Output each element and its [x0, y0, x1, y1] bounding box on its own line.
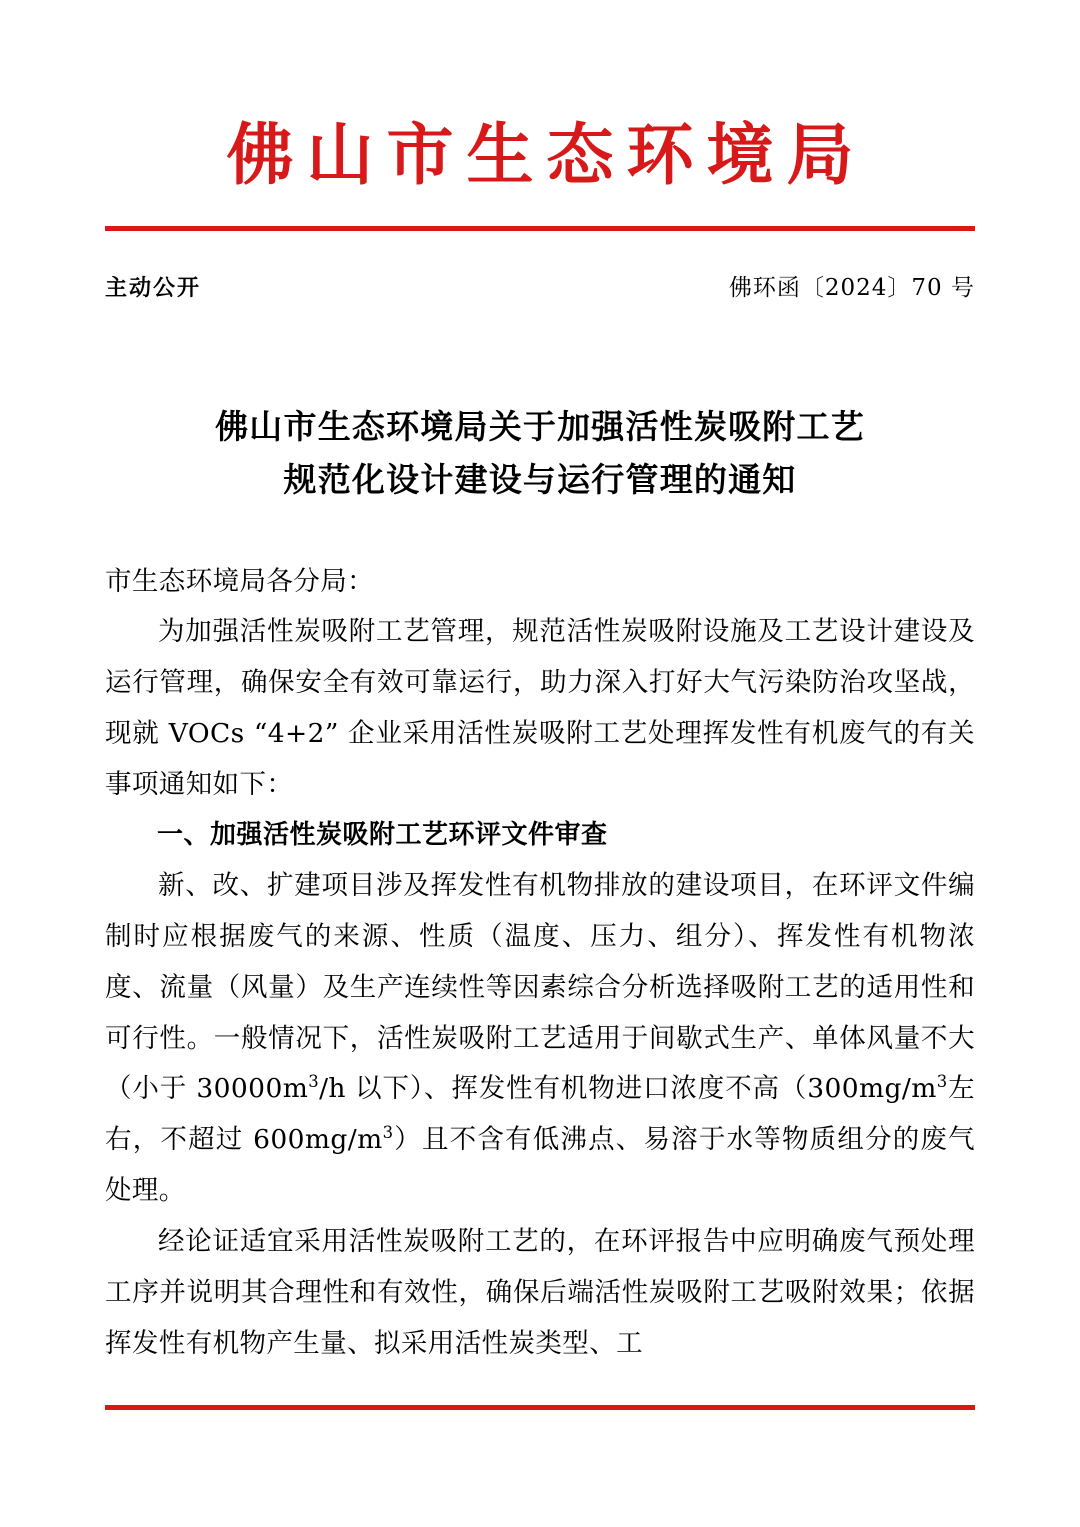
- document-body: [105, 557, 975, 1370]
- letterhead: [105, 0, 975, 192]
- page-title-line-1: 佛山市生态环境局关于加强活性炭吸附工艺: [215, 406, 865, 446]
- superscript-cubic-3: 3: [382, 1123, 394, 1143]
- salutation: 市生态环境局各分局：: [105, 565, 374, 597]
- superscript-cubic-1: 3: [308, 1072, 320, 1092]
- paragraph-applicability-part-4: ）且不含有低沸点、易溶于水等物质组分的废气处理。: [105, 1124, 975, 1207]
- header-divider-rule: [105, 226, 975, 231]
- document-meta-row: [105, 269, 975, 302]
- paragraph-applicability-part-1: 新、改、扩建项目涉及挥发性有机物排放的建设项目，在环评文件编制时应根据废气的来源、性质（温度、压力、组分）、挥发性有机物浓度、流量（风量）及生产连续性等因素综合分析选择吸附工艺的适用性和可行性。一般情况下，活性炭吸附工艺适用于间歇式生产、单体风量不大（小于 30000m: [105, 869, 975, 1105]
- document-number-label: 佛环函〔2024〕70 号: [728, 274, 975, 301]
- page-title-line-2: 规范化设计建设与运行管理的通知: [283, 460, 797, 500]
- paragraph-applicability-part-3: 左右，不超过 600mg/m: [105, 1073, 975, 1156]
- superscript-cubic-2: 3: [936, 1072, 948, 1092]
- disclosure-type-label: 主动公开: [105, 275, 202, 301]
- page-title: [105, 400, 975, 507]
- paragraph-applicability-part-2: /h 以下）、挥发性有机物进口浓度不高（300mg/m: [319, 1073, 937, 1105]
- footer-divider-rule: [105, 1405, 975, 1410]
- issuing-organization-title: 佛山市生态环境局: [226, 115, 867, 194]
- section-heading-1: 一、加强活性炭吸附工艺环评文件审查: [157, 819, 608, 850]
- paragraph-applicability: [105, 861, 975, 1217]
- paragraph-intro: 为加强活性炭吸附工艺管理，规范活性炭吸附设施及工艺设计建设及运行管理，确保安全有效可靠运行，助力深入打好大气污染防治攻坚战，现就 VOCs “4+2” 企业采用活性炭吸附工艺处理挥发性有机废气的有关事项通知如下：: [105, 616, 975, 801]
- paragraph-pretreatment: 经论证适宜采用活性炭吸附工艺的，在环评报告中应明确废气预处理工序并说明其合理性和有效性，确保后端活性炭吸附工艺吸附效果；依据挥发性有机物产生量、拟采用活性炭类型、工: [105, 1226, 975, 1359]
